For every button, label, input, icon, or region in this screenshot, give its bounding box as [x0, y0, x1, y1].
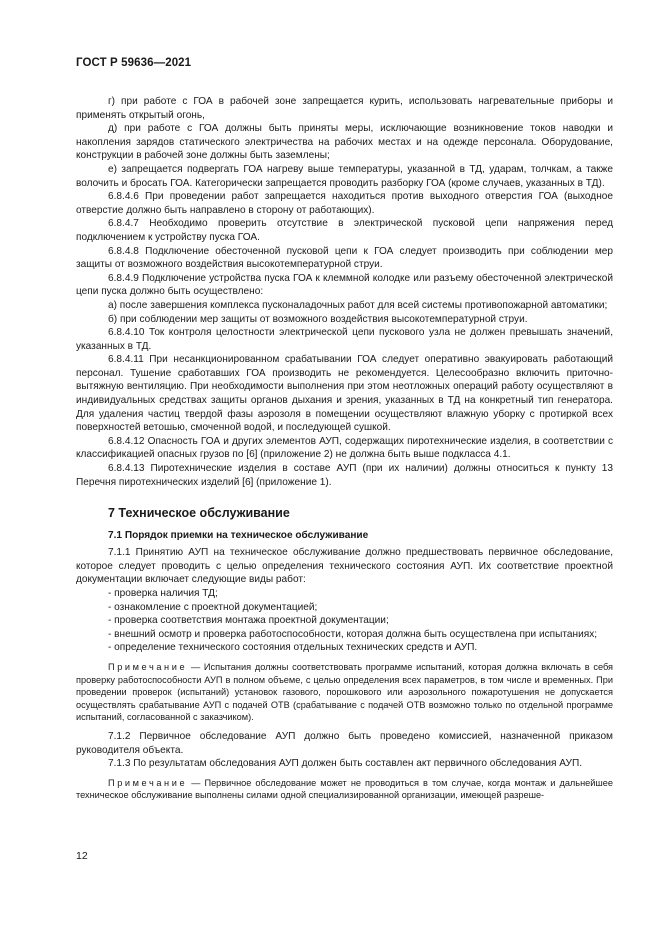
paragraph-712: 7.1.2 Первичное обследование АУП должно быть проведено комиссией, назначенной приказом руководителя объекта.: [76, 730, 613, 756]
note-2: [76, 777, 613, 802]
document-body: [76, 95, 613, 802]
list-item: - проверка наличия ТД;: [108, 588, 218, 599]
paragraph-g: г) при работе с ГОА в рабочей зоне запрещается курить, использовать нагревательные приборы и применять открытый огонь,: [76, 96, 613, 121]
paragraph-711: 7.1.1 Принятию АУП на техническое обслуживание должно предшествовать первичное обследование, которое следует проводить с целью определения технического состояния АУП. Их соответствие проектной документации включает следующие виды работ:: [76, 547, 613, 586]
note-1: [76, 661, 613, 724]
paragraph-6847: 6.8.4.7 Необходимо проверить отсутствие в электрической пусковой цепи напряжения перед подключением к устройству пуска ГОА.: [76, 218, 613, 243]
list-item: - проверка соответствия монтажа проектной документации;: [108, 615, 389, 627]
paragraph-68413: 6.8.4.13 Пиротехнические изделия в составе АУП (при их наличии) должны относиться к пункту 13 Перечня пиротехнических изделий [6] (приложение 1).: [76, 463, 613, 488]
paragraph-713: 7.1.3 По результатам обследования АУП должен быть составлен акт первичного обследования АУП.: [108, 758, 583, 770]
document-header: ГОСТ Р 59636—2021: [76, 57, 192, 69]
list-item: - внешний осмотр и проверка работоспособности, которая должна быть осуществлена при испытаниях;: [108, 628, 598, 640]
note-label: Примечание: [108, 777, 188, 788]
list-item: - ознакомление с проектной документацией;: [108, 601, 318, 613]
page-number: 12: [76, 850, 88, 862]
paragraph-e: е) запрещается подвергать ГОА нагреву выше температуры, указанной в ТД, ударам, толчкам, а также волочить и бросать ГОА. Категорически запрещается проводить разборку ГОА (кроме случаев, указанных в ТД).: [76, 163, 613, 189]
section-7-title: 7 Техническое обслуживание: [108, 506, 290, 521]
note-2-text: — Первичное обследование может не проводиться в том случае, когда монтаж и дальнейшее техническое обслуживание выполнены силами одной специализированной организации, имеющей разреше-: [76, 777, 613, 801]
subsection-7-1-title: 7.1 Порядок приемки на техническое обслуживание: [108, 530, 369, 542]
paragraph-6846: 6.8.4.6 При проведении работ запрещается находиться против выходного отверстия ГОА (выходное отверстие должно быть направлено в сторону от работающих).: [76, 191, 613, 216]
note-1-text: — Испытания должны соответствовать программе испытаний, которая должна включать в себя проверку работоспособности АУП в полном объеме, с целью определения всех параметров, в том числе и временных. При проведении проверок (испытаний) установок газового, порошкового или аэрозольного пожаротушения не допускается осуществлять срабатывание АУП с подачей ОТВ (срабатывание с подачей ОТВ возможно только по отдельной программе испытаний, согласованной с заказчиком).: [76, 661, 613, 723]
note-label: Примечание: [108, 661, 188, 672]
paragraph-6849: 6.8.4.9 Подключение устройства пуска ГОА к клеммной колодке или разъему обесточенной электрической цепи пуска должно быть осуществлено:: [76, 272, 613, 298]
paragraph-6848: 6.8.4.8 Подключение обесточенной пусковой цепи к ГОА следует производить при соблюдении мер защиты от возможного воздействия высокотемпературной струи.: [76, 245, 613, 271]
paragraph-68412: 6.8.4.12 Опасность ГОА и других элементов АУП, содержащих пиротехнические изделия, в соответствии с классификацией опасных грузов по [6] (приложение 2) не должна быть выше подкласса 4.1.: [76, 435, 613, 461]
paragraph-68410: 6.8.4.10 Ток контроля целостности электрической цепи пускового узла не должен превышать значений, указанных в ТД.: [76, 327, 613, 352]
paragraph-68411: 6.8.4.11 При несанкционированном срабатывании ГОА следует оперативно эвакуировать работающий персонал. Тушение сработавших ГОА производить не рекомендуется. Целесообразно включить приточно-вытяжную вентиляцию. При необходимости выполнения при этом неотложных операций работу осуществляют в индивидуальных средствах защиты органов дыхания и зрения, указанных в ТД на конкретный тип генератора. Для удаления частиц твердой фазы аэрозоля в помещении осуществляют влажную уборку с протиркой всех поверхностей ветошью, смоченной водой, и последующей сушкой.: [76, 354, 613, 434]
paragraph-d: д) при работе с ГОА должны быть приняты меры, исключающие возникновение токов наводки и накопления зарядов статического электричества на рабочих местах и на одежде персонала. Оборудование, конструкции в рабочей зоне должны быть заземлены;: [76, 123, 613, 162]
list-item: - определение технического состояния отдельных технических средств и АУП.: [108, 642, 478, 654]
paragraph-6849-b: б) при соблюдении мер защиты от возможного воздействия высокотемпературной струи.: [108, 313, 528, 325]
paragraph-6849-a: а) после завершения комплекса пусконаладочных работ для всей системы противопожарной автоматики;: [108, 299, 608, 311]
